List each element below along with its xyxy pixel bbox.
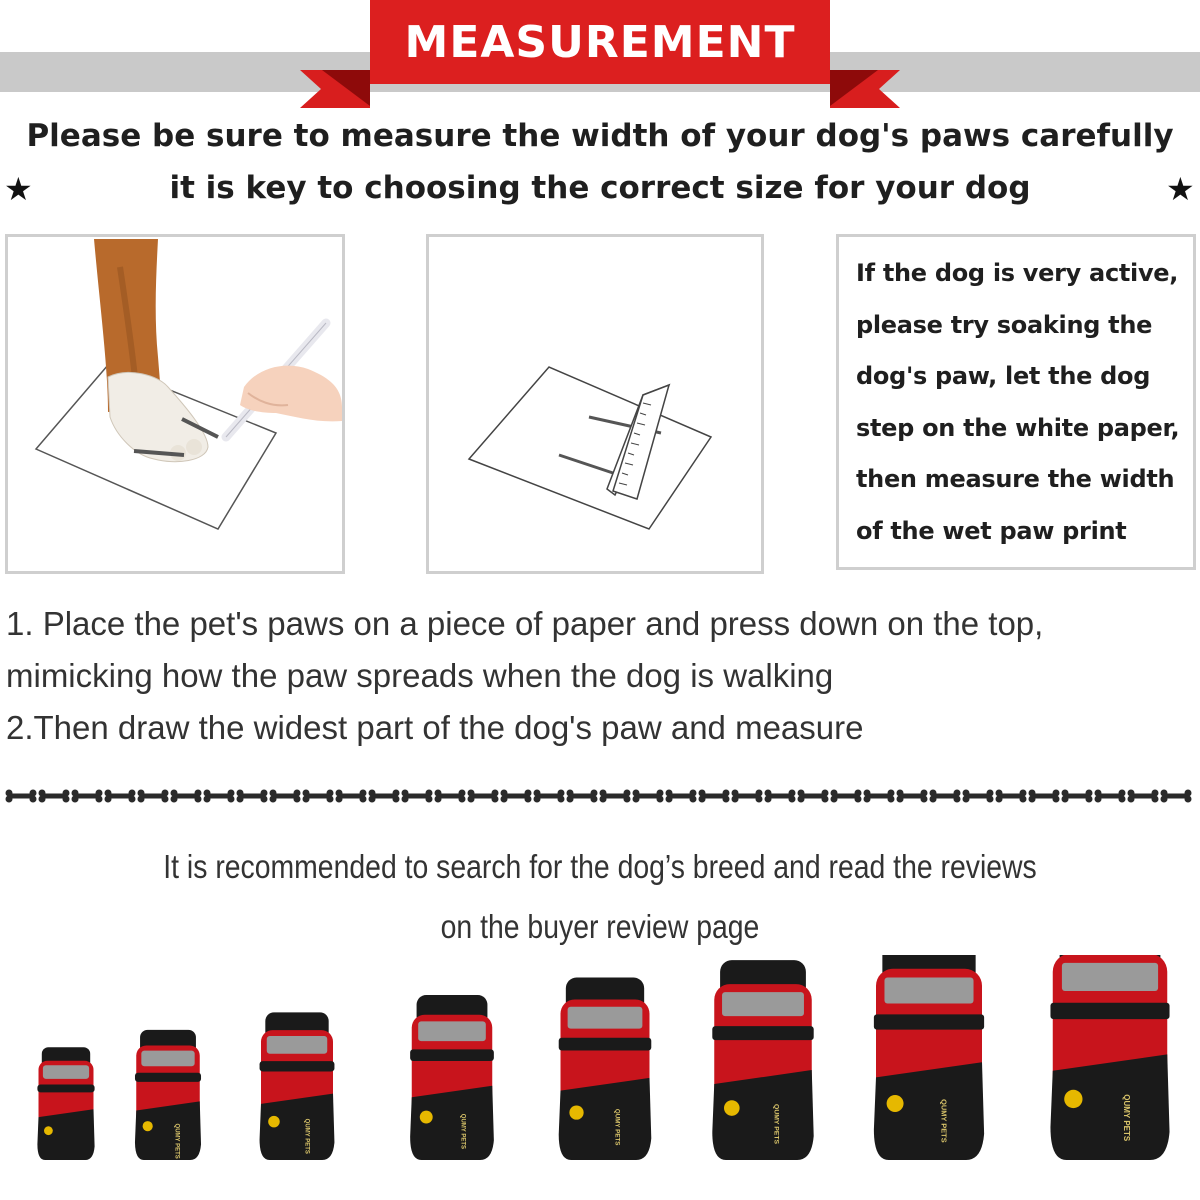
bone-icon [270, 790, 301, 803]
intro-line-2: it is key to choosing the correct size for your dog [169, 170, 1031, 206]
star-left-icon: ★ [4, 171, 33, 207]
bone-icon [39, 790, 70, 803]
tip-line: dog's paw, let the dog [856, 362, 1151, 390]
boot-brand-label: QUMY PETS [303, 1118, 310, 1154]
step-1-line-1: 1. Place the pet's paws on a piece of paper and press down on the top, [6, 605, 1044, 642]
bone-icon [666, 790, 697, 803]
tip-line: please try soaking the [856, 310, 1153, 339]
boot-brand-label: QUMY PETS [459, 1113, 466, 1150]
dog-boot-icon [1050, 955, 1169, 1160]
bone-icon [699, 790, 730, 803]
boot-brand-label: QUMY PETS [772, 1104, 780, 1145]
bone-icon [1161, 790, 1192, 803]
bone-icon [864, 790, 895, 803]
boot-brand-label: QUMY PETS [939, 1099, 949, 1143]
bone-icon [468, 790, 499, 803]
ribbon-fold-left [322, 70, 370, 106]
tip-line: then measure the width [856, 465, 1175, 493]
bone-icon [138, 790, 169, 803]
dog-boot-icon [410, 995, 494, 1160]
boot-brand-label: QUMY PETS [173, 1123, 180, 1159]
recommendation-line-1: It is recommended to search for the dog’s breed and read the reviews [163, 848, 1037, 885]
recommendation-line-2: on the buyer review page [440, 908, 760, 945]
bone-icon [534, 790, 565, 803]
bone-icon [633, 790, 664, 803]
dog-boot-icon [135, 1030, 201, 1160]
bone-icon [336, 790, 367, 803]
tip-line: step on the white paper, [856, 413, 1180, 442]
bone-icon [72, 790, 103, 803]
bone-icon [798, 790, 829, 803]
bone-icon [1128, 790, 1159, 803]
boot-brand-label: QUMY PETS [1121, 1094, 1131, 1142]
dog-boot-icon [712, 960, 813, 1160]
ruler-illustration [429, 237, 761, 571]
bone-icon [930, 790, 961, 803]
dog-boot-icon [559, 978, 652, 1160]
bone-icon [831, 790, 862, 803]
bone-icon [171, 790, 202, 803]
bone-icon [435, 790, 466, 803]
wet-paw-tip [856, 248, 1196, 557]
star-right-icon: ★ [1166, 171, 1195, 207]
paw-drawing-panel [5, 234, 345, 574]
bone-icon [996, 790, 1027, 803]
bone-icon [567, 790, 598, 803]
boot-size-row [0, 955, 1200, 1200]
bone-icon [1029, 790, 1060, 803]
bone-icon [105, 790, 136, 803]
dog-boot-icon [260, 1012, 335, 1160]
boot-brand-label: QUMY PETS [613, 1108, 621, 1146]
bone-icon [765, 790, 796, 803]
measure-steps [6, 598, 1200, 754]
bone-icon [303, 790, 334, 803]
tip-line: of the wet paw print [856, 516, 1127, 545]
bone-divider [0, 784, 1200, 808]
paw-tracing-illustration [8, 237, 342, 571]
bone-icon [501, 790, 532, 803]
step-1-line-2: mimicking how the paw spreads when the dog is walking [6, 657, 834, 694]
bone-icon [369, 790, 400, 803]
ruler-measure-panel [426, 234, 764, 574]
bone-icon [732, 790, 763, 803]
step-2-line: 2.Then draw the widest part of the dog's paw and measure [6, 709, 864, 746]
bone-icon [204, 790, 235, 803]
ribbon-fold-right [830, 70, 878, 106]
tip-line: If the dog is very active, [856, 259, 1179, 287]
banner-title: MEASUREMENT [404, 16, 796, 68]
bone-icon [402, 790, 433, 803]
bone-icon [600, 790, 631, 803]
bone-icon [237, 790, 268, 803]
bone-icon [6, 790, 37, 803]
bone-icon [1062, 790, 1093, 803]
bone-icon [1095, 790, 1126, 803]
banner-ribbon [370, 0, 830, 84]
bone-icon [963, 790, 994, 803]
dog-boot-icon [37, 1047, 94, 1160]
dog-boot-icon [874, 955, 984, 1160]
bone-icon [897, 790, 928, 803]
intro-line-1: Please be sure to measure the width of your dog's paws carefully [26, 118, 1174, 154]
